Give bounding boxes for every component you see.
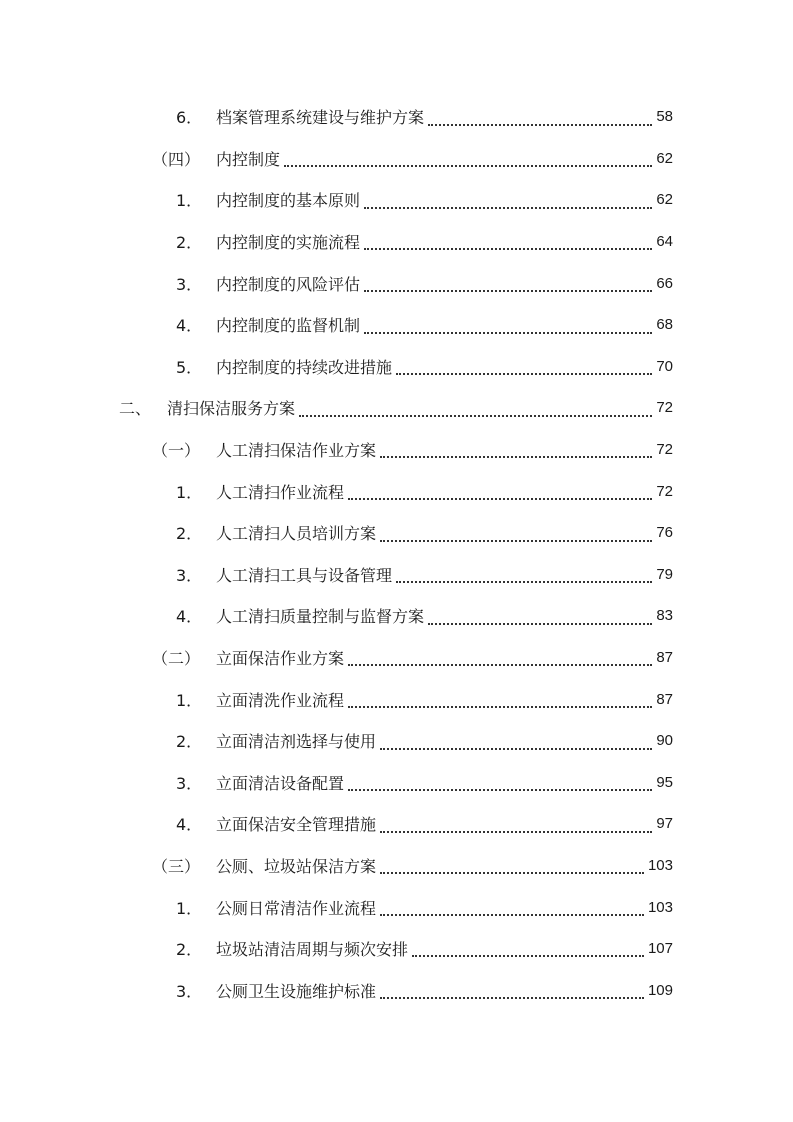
toc-entry-title: 公厕卫生设施维护标准 <box>216 981 377 1001</box>
toc-entry-number: 1． <box>176 191 203 211</box>
toc-entry-title: 内控制度的监督机制 <box>216 316 361 336</box>
toc-entry-number: 2． <box>176 233 203 253</box>
toc-entry-page-number: 72 <box>656 399 673 417</box>
toc-entry[interactable] <box>0 470 793 512</box>
toc-entry-page-number: 62 <box>656 191 673 209</box>
toc-entry-title: 内控制度的风险评估 <box>216 274 361 294</box>
toc-entry[interactable] <box>0 762 793 804</box>
toc-entry-number: 6． <box>176 108 203 128</box>
toc-entry[interactable] <box>0 720 793 762</box>
dot-leader <box>396 373 652 375</box>
toc-entry-number: 4． <box>176 815 203 835</box>
toc-entry[interactable] <box>0 678 793 720</box>
dot-leader <box>364 332 652 334</box>
toc-entry-page-number: 66 <box>656 274 673 292</box>
toc-entry-title: 内控制度的实施流程 <box>216 233 361 253</box>
dot-leader <box>348 706 652 708</box>
dot-leader <box>428 623 652 625</box>
toc-entry[interactable] <box>0 387 793 429</box>
toc-entry-title: 内控制度 <box>216 149 281 169</box>
toc-entry-page-number: 58 <box>656 108 673 126</box>
toc-entry-page-number: 64 <box>656 233 673 251</box>
toc-entry-title: 内控制度的持续改进措施 <box>216 357 393 377</box>
toc-entry-number: （四） <box>152 149 201 169</box>
toc-entry-number: （二） <box>152 649 201 669</box>
toc-entry[interactable] <box>0 886 793 928</box>
toc-entry-title: 立面清洗作业流程 <box>216 690 345 710</box>
toc-entry[interactable] <box>0 221 793 263</box>
toc-entry-title: 人工清扫人员培训方案 <box>216 524 377 544</box>
dot-leader <box>380 456 652 458</box>
dot-leader <box>412 955 644 957</box>
toc-entry[interactable] <box>0 262 793 304</box>
dot-leader <box>380 872 644 874</box>
toc-entry-title: 内控制度的基本原则 <box>216 191 361 211</box>
dot-leader <box>348 664 652 666</box>
dot-leader <box>284 165 652 167</box>
toc-entry[interactable] <box>0 637 793 679</box>
toc-entry-page-number: 76 <box>656 524 673 542</box>
toc-entry-title: 公厕、垃圾站保洁方案 <box>216 856 377 876</box>
toc-entry-title: 立面清洁剂选择与使用 <box>216 732 377 752</box>
dot-leader <box>380 997 644 999</box>
dot-leader <box>380 748 652 750</box>
toc-entry-number: 1． <box>176 690 203 710</box>
toc-entry-page-number: 90 <box>656 732 673 750</box>
toc-entry-page-number: 72 <box>656 482 673 500</box>
toc-entry[interactable] <box>0 96 793 138</box>
toc-entry-page-number: 109 <box>647 981 673 999</box>
toc-entry-number: 二、 <box>119 399 152 419</box>
toc-entry-number: 3． <box>176 981 203 1001</box>
toc-entry[interactable] <box>0 304 793 346</box>
toc-entry[interactable] <box>0 429 793 471</box>
dot-leader <box>364 207 652 209</box>
toc-entry-number: 4． <box>176 316 203 336</box>
toc-entry-page-number: 87 <box>656 690 673 708</box>
toc-entry-page-number: 97 <box>656 815 673 833</box>
toc-entry-title: 人工清扫工具与设备管理 <box>216 565 393 585</box>
toc-entry-number: （三） <box>152 856 201 876</box>
toc-entry[interactable] <box>0 803 793 845</box>
toc-entry-number: 2． <box>176 732 203 752</box>
toc-entry-title: 立面保洁安全管理措施 <box>216 815 377 835</box>
toc-entry[interactable] <box>0 928 793 970</box>
toc-entry[interactable] <box>0 179 793 221</box>
toc-entry-title: 档案管理系统建设与维护方案 <box>216 108 425 128</box>
toc-entry-page-number: 83 <box>656 607 673 625</box>
dot-leader <box>396 581 652 583</box>
toc-entry-title: 垃圾站清洁周期与频次安排 <box>216 940 409 960</box>
toc-entry-title: 人工清扫保洁作业方案 <box>216 441 377 461</box>
toc-entry-page-number: 107 <box>647 940 673 958</box>
toc-entry-title: 公厕日常清洁作业流程 <box>216 898 377 918</box>
dot-leader <box>380 914 644 916</box>
toc-entry[interactable] <box>0 346 793 388</box>
toc-entry-title: 人工清扫质量控制与监督方案 <box>216 607 425 627</box>
toc-entry-page-number: 79 <box>656 565 673 583</box>
toc-entry-number: 3． <box>176 274 203 294</box>
toc-entry-page-number: 68 <box>656 316 673 334</box>
dot-leader <box>364 248 652 250</box>
toc-entry-number: 1． <box>176 898 203 918</box>
dot-leader <box>380 540 652 542</box>
toc-entry-number: 1． <box>176 482 203 502</box>
toc-entry-title: 清扫保洁服务方案 <box>167 399 296 419</box>
toc-entry-page-number: 103 <box>647 856 673 874</box>
toc-entry-number: 5． <box>176 357 203 377</box>
toc-entry-number: 3． <box>176 565 203 585</box>
toc-entry[interactable] <box>0 845 793 887</box>
toc-entry[interactable] <box>0 138 793 180</box>
toc-entry-page-number: 72 <box>656 441 673 459</box>
toc-entry-page-number: 95 <box>656 773 673 791</box>
toc-entry[interactable] <box>0 512 793 554</box>
toc-entry[interactable] <box>0 969 793 1011</box>
table-of-contents <box>0 96 793 1011</box>
toc-entry-page-number: 87 <box>656 649 673 667</box>
toc-entry[interactable] <box>0 595 793 637</box>
dot-leader <box>364 290 652 292</box>
dot-leader <box>428 124 652 126</box>
toc-entry-number: （一） <box>152 441 201 461</box>
toc-entry[interactable] <box>0 554 793 596</box>
toc-entry-number: 2． <box>176 940 203 960</box>
toc-entry-number: 4． <box>176 607 203 627</box>
toc-entry-title: 立面保洁作业方案 <box>216 649 345 669</box>
toc-entry-page-number: 70 <box>656 357 673 375</box>
toc-entry-title: 立面清洁设备配置 <box>216 773 345 793</box>
dot-leader <box>348 498 652 500</box>
toc-entry-number: 2． <box>176 524 203 544</box>
dot-leader <box>380 831 652 833</box>
dot-leader <box>348 789 652 791</box>
toc-entry-page-number: 103 <box>647 898 673 916</box>
toc-entry-page-number: 62 <box>656 149 673 167</box>
toc-entry-title: 人工清扫作业流程 <box>216 482 345 502</box>
toc-entry-number: 3． <box>176 773 203 793</box>
dot-leader <box>299 415 652 417</box>
